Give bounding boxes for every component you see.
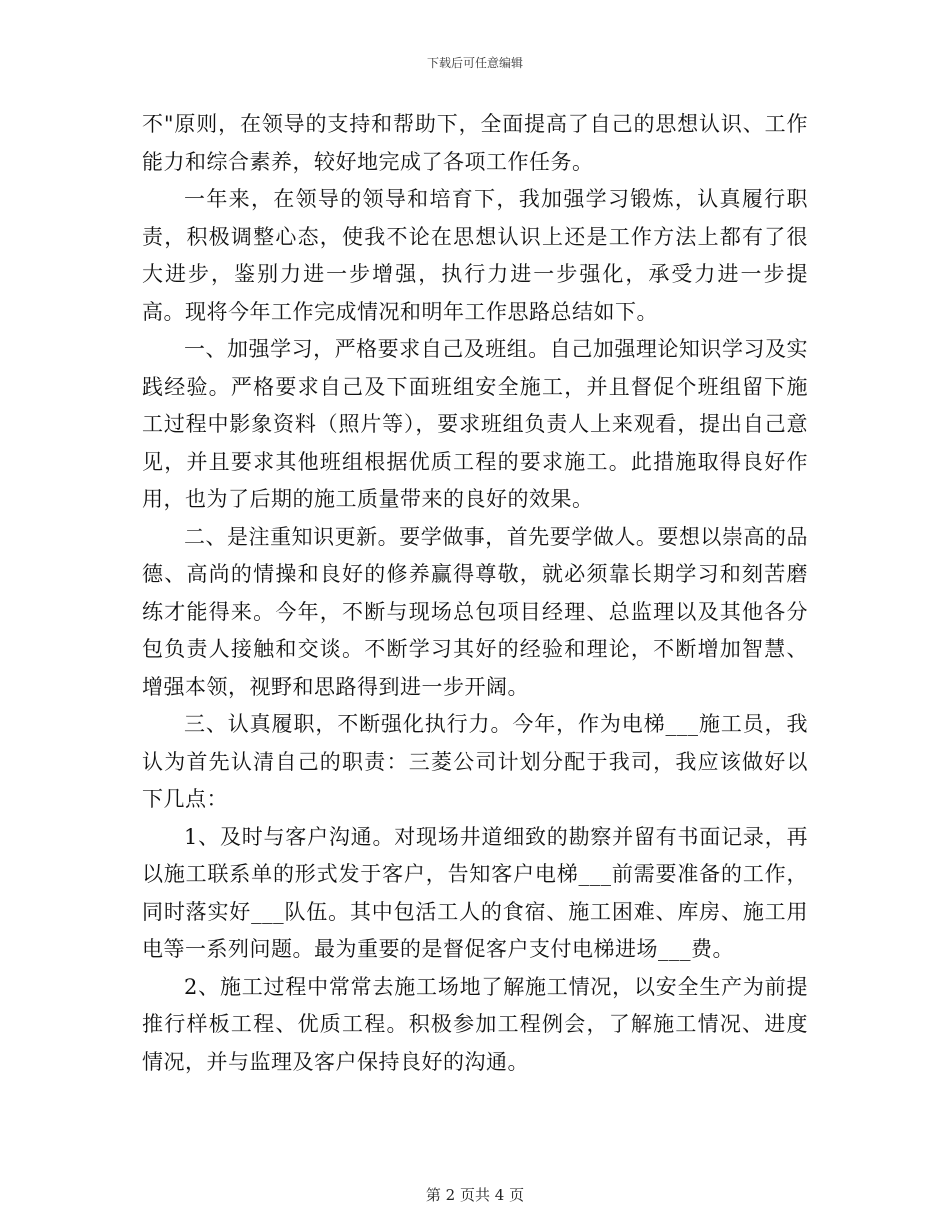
- document-body: [142, 106, 808, 1081]
- page-footer: 第 2 页共 4 页: [425, 1186, 525, 1204]
- page-header: 下载后可任意编辑: [426, 56, 523, 70]
- paragraph-0: 不"原则，在领导的支持和帮助下，全面提高了自己的思想认识、工作能力和综合素养，较好地完成了各项工作任务。: [142, 112, 808, 174]
- paragraph-6: 2、施工过程中常常去施工场地了解施工情况，以安全生产为前提推行样板工程、优质工程。积极参加工程例会，了解施工情况、进度情况，并与监理及客户保持良好的沟通。: [142, 974, 808, 1074]
- paragraph-3: 二、是注重知识更新。要学做事，首先要学做人。要想以崇高的品德、高尚的情操和良好的修养赢得尊敬，就必须靠长期学习和刻苦磨练才能得来。今年，不断与现场总包项目经理、总监理以及其他各分包负责人接触和交谈。不断学习其好的经验和理论，不断增加智慧、增强本领，视野和思路得到进一步开阔。: [142, 524, 808, 699]
- paragraph-2: 一、加强学习，严格要求自己及班组。自己加强理论知识学习及实践经验。严格要求自己及下面班组安全施工，并且督促个班组留下施工过程中影象资料（照片等），要求班组负责人上来观看，提出自己意见，并且要求其他班组根据优质工程的要求施工。此措施取得良好作用，也为了后期的施工质量带来的良好的效果。: [142, 337, 808, 511]
- paragraph-4: 三、认真履职，不断强化执行力。今年，作为电梯___施工员，我认为首先认清自己的职责：三菱公司计划分配于我司，我应该做好以下几点：: [142, 712, 808, 811]
- paragraph-1: 一年来，在领导的领导和培育下，我加强学习锻炼，认真履行职责，积极调整心态，使我不论在思想认识上还是工作方法上都有了很大进步，鉴别力进一步增强，执行力进一步强化，承受力进一步提高。现将今年工作完成情况和明年工作思路总结如下。: [142, 187, 808, 324]
- paragraph-5: 1、及时与客户沟通。对现场井道细致的勘察并留有书面记录，再以施工联系单的形式发于客户，告知客户电梯___前需要准备的工作，同时落实好___队伍。其中包活工人的食宿、施工困难、库房、施工用电等一系列问题。最为重要的是督促客户支付电梯进场___费。: [142, 824, 808, 961]
